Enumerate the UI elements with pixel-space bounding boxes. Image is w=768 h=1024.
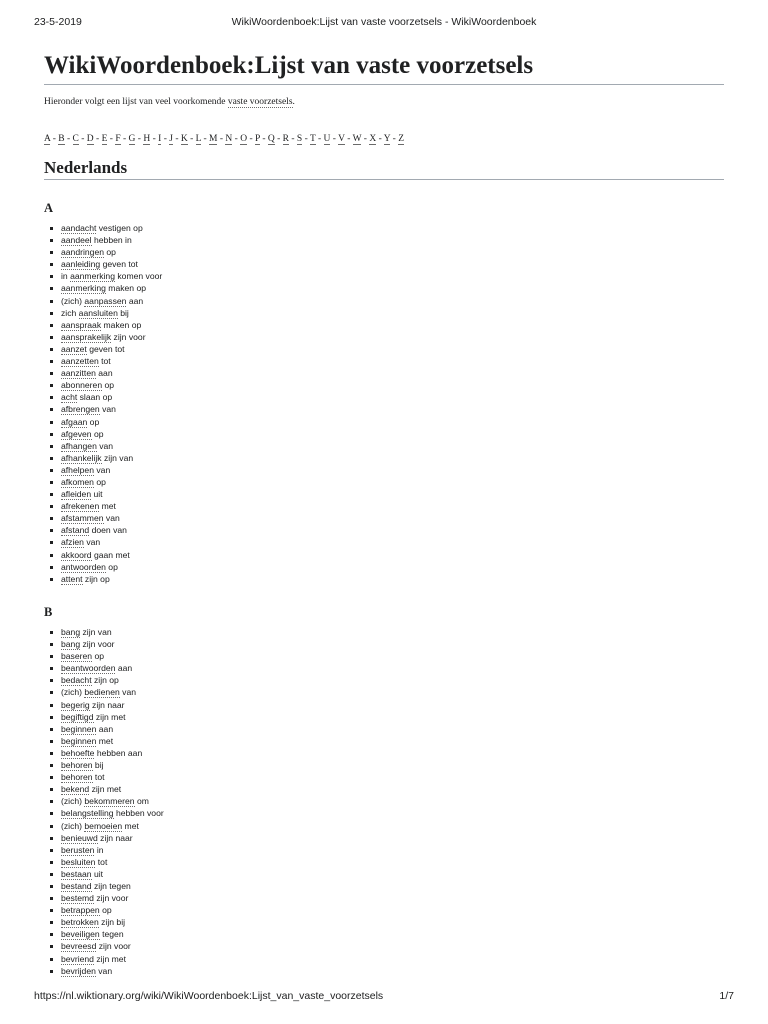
list-item: [50, 282, 162, 294]
list-item: [50, 234, 162, 246]
print-title: WikiWoordenboek:Lijst van vaste voorzetsels - WikiWoordenboek: [231, 16, 537, 28]
entry-suffix: op: [93, 476, 106, 487]
entry-suffix: om: [134, 796, 149, 807]
entry-suffix: zijn met: [89, 784, 122, 795]
alphabet-link-p[interactable]: P: [255, 134, 260, 144]
alphabet-separator: -: [361, 134, 370, 144]
list-item: [50, 771, 164, 783]
entry-suffix: van: [95, 965, 113, 976]
list-item: [50, 916, 164, 928]
alphabet-separator: -: [330, 134, 339, 144]
alphabet-index: [44, 133, 404, 145]
entry-link[interactable]: bevriend: [61, 953, 94, 964]
entry-link[interactable]: afzien: [61, 537, 84, 548]
list-item: [50, 452, 162, 464]
list-item: [50, 307, 162, 319]
entry-suffix: met: [122, 820, 139, 831]
entry-suffix: tot: [92, 772, 105, 783]
entry-link[interactable]: aandacht: [61, 223, 97, 233]
alphabet-separator: -: [78, 134, 87, 144]
entry-suffix: van: [93, 464, 111, 475]
alphabet-link-j[interactable]: J: [169, 134, 173, 144]
entry-suffix: zijn voor: [96, 941, 131, 952]
list-item: [50, 662, 164, 674]
alphabet-link-h[interactable]: H: [143, 134, 151, 144]
entry-link[interactable]: bestaan: [61, 868, 92, 879]
entry-suffix: zijn van: [80, 627, 112, 637]
entry-link[interactable]: antwoorden: [61, 561, 106, 572]
alphabet-link-f[interactable]: F: [115, 134, 121, 144]
list-item: [50, 295, 162, 307]
list-item: [50, 416, 162, 428]
entry-link[interactable]: baseren: [61, 651, 93, 662]
entry-suffix: aan: [95, 368, 113, 379]
entry-suffix: op: [104, 247, 116, 258]
entry-suffix: vestigen op: [96, 223, 143, 233]
list-item: [50, 699, 164, 711]
list-item: [50, 807, 164, 819]
list-item: [50, 650, 164, 662]
alphabet-link-x[interactable]: X: [369, 134, 377, 144]
alphabet-link-d[interactable]: D: [86, 134, 94, 144]
entry-suffix: tot: [95, 856, 108, 867]
list-item: [50, 759, 164, 771]
list-item: [50, 795, 164, 807]
entry-link[interactable]: betrokken: [61, 917, 99, 928]
entry-suffix: hebben aan: [94, 747, 143, 758]
alphabet-link-k[interactable]: K: [180, 134, 188, 144]
entry-suffix: op: [87, 416, 100, 427]
list-item: [50, 868, 164, 880]
entry-link[interactable]: berusten: [61, 844, 95, 855]
list-item: [50, 723, 164, 735]
entry-link[interactable]: bestand: [61, 880, 92, 891]
alphabet-separator: -: [120, 134, 129, 144]
entry-prefix: (zich): [61, 295, 85, 306]
alphabet-separator: -: [50, 134, 59, 144]
entry-link[interactable]: afgaan: [61, 416, 88, 427]
entry-suffix: maken op: [105, 283, 147, 294]
entry-link[interactable]: afbrengen: [61, 404, 100, 415]
list-item: [50, 319, 162, 331]
alphabet-separator: -: [64, 134, 73, 144]
entry-suffix: van: [103, 513, 120, 524]
alphabet-link-n[interactable]: N: [225, 134, 233, 144]
entry-link[interactable]: aanzetten: [61, 356, 99, 367]
entry-link[interactable]: aanpassen: [84, 295, 127, 306]
alphabet-link-m[interactable]: M: [209, 134, 218, 144]
entry-suffix: van: [99, 404, 116, 415]
entry-suffix: zijn op: [82, 573, 110, 584]
entry-link[interactable]: aanmerking: [61, 283, 106, 294]
alphabet-link-l[interactable]: L: [195, 134, 202, 144]
entry-link[interactable]: bang: [61, 639, 81, 650]
entry-link[interactable]: aanzitten: [61, 368, 96, 379]
alphabet-link-r[interactable]: R: [282, 134, 289, 144]
alphabet-link-g[interactable]: G: [128, 134, 136, 144]
entry-suffix: slaan op: [77, 392, 113, 403]
entry-link[interactable]: behoren: [61, 760, 93, 771]
list-item: [50, 735, 164, 747]
entry-suffix: tegen: [99, 929, 124, 940]
entry-link[interactable]: beantwoorden: [61, 663, 116, 674]
entry-link[interactable]: aansprakelijk: [61, 331, 112, 342]
entry-link[interactable]: betrappen: [61, 905, 100, 916]
section-heading-a: A: [44, 201, 54, 215]
list-item: [50, 561, 162, 573]
entry-link[interactable]: afhankelijk: [61, 452, 102, 463]
entry-prefix: in: [61, 271, 71, 282]
entry-suffix: zijn naar: [89, 699, 125, 710]
list-item: [50, 391, 162, 403]
entry-suffix: met: [96, 735, 114, 746]
alphabet-link-c[interactable]: C: [72, 134, 79, 144]
entry-suffix: geven tot: [86, 343, 125, 354]
list-item: [50, 331, 162, 343]
entry-suffix: zijn tegen: [91, 880, 131, 891]
list-item: [50, 711, 164, 723]
alphabet-separator: -: [150, 134, 159, 144]
alphabet-separator: -: [107, 134, 116, 144]
alphabet-separator: -: [135, 134, 144, 144]
entry-suffix: zijn van: [101, 452, 134, 463]
list-item: [50, 355, 162, 367]
list-item: [50, 783, 164, 795]
list-item: [50, 892, 164, 904]
entry-suffix: op: [102, 380, 115, 391]
entry-suffix: in: [94, 844, 104, 855]
entry-link[interactable]: aandringen: [61, 247, 105, 258]
entry-suffix: komen voor: [114, 271, 163, 282]
list-item: [50, 904, 164, 916]
alphabet-link-a[interactable]: A: [44, 134, 51, 144]
entry-suffix: bij: [92, 760, 104, 771]
entry-link[interactable]: bekommeren: [84, 796, 135, 807]
section-heading-b: B: [44, 605, 53, 619]
alphabet-link-y[interactable]: Y: [383, 134, 391, 144]
page-number: 1/7: [719, 990, 734, 1002]
word-list-b: [50, 626, 164, 977]
alphabet-link-o[interactable]: O: [240, 134, 248, 144]
entry-link[interactable]: behoren: [61, 772, 93, 783]
alphabet-link-w[interactable]: W: [352, 134, 362, 144]
list-item: [50, 844, 164, 856]
list-item: [50, 500, 162, 512]
alphabet-separator: -: [274, 134, 283, 144]
entry-link[interactable]: aandeel: [61, 235, 92, 246]
list-item: [50, 536, 162, 548]
entry-suffix: hebben voor: [113, 808, 164, 819]
entry-link[interactable]: bevreesd: [61, 941, 97, 952]
list-item: [50, 222, 162, 234]
entry-link[interactable]: acht: [61, 392, 78, 403]
alphabet-separator: -: [344, 134, 353, 144]
alphabet-link-q[interactable]: Q: [267, 134, 275, 144]
entry-link[interactable]: afrekenen: [61, 501, 100, 512]
list-item: [50, 856, 164, 868]
print-date: 23-5-2019: [34, 16, 82, 28]
entry-link[interactable]: aanzet: [61, 343, 87, 354]
entry-suffix: doen van: [89, 525, 127, 536]
entry-prefix: (zich): [61, 820, 85, 831]
entry-link[interactable]: behoefte: [61, 747, 95, 758]
entry-link[interactable]: afhelpen: [61, 464, 94, 475]
entry-suffix: van: [96, 440, 114, 451]
entry-link[interactable]: begerig: [61, 699, 90, 710]
vaste-voorzetsels-link[interactable]: vaste voorzetsels: [227, 97, 293, 107]
list-item: [50, 464, 162, 476]
list-item: [50, 246, 162, 258]
alphabet-link-i[interactable]: I: [158, 134, 162, 144]
entry-suffix: geven tot: [100, 259, 138, 270]
alphabet-separator: -: [247, 134, 255, 144]
entry-link[interactable]: bedacht: [61, 675, 92, 686]
intro-after: .: [292, 97, 295, 107]
list-item: [50, 626, 164, 638]
print-header: [34, 16, 734, 30]
entry-link[interactable]: bedienen: [84, 687, 120, 698]
entry-suffix: zijn met: [93, 711, 126, 722]
entry-suffix: zijn op: [91, 675, 119, 686]
entry-link[interactable]: afgeven: [61, 428, 92, 439]
entry-suffix: op: [105, 561, 118, 572]
entry-suffix: zijn naar: [97, 832, 133, 843]
alphabet-separator: -: [172, 134, 181, 144]
entry-link[interactable]: bevrijden: [61, 965, 96, 976]
list-item: [50, 428, 162, 440]
list-item: [50, 343, 162, 355]
entry-link[interactable]: belangstelling: [61, 808, 114, 819]
entry-prefix: (zich): [61, 687, 85, 698]
list-item: [50, 403, 162, 415]
entry-link[interactable]: afhangen: [61, 440, 97, 451]
list-item: [50, 549, 162, 561]
entry-suffix: zijn bij: [98, 917, 126, 928]
alphabet-separator: -: [390, 134, 399, 144]
entry-suffix: van: [83, 537, 101, 548]
page-title: WikiWoordenboek:Lijst van vaste voorzetsels: [44, 50, 724, 85]
entry-link[interactable]: afleiden: [61, 489, 92, 500]
alphabet-separator: -: [161, 134, 170, 144]
entry-suffix: van: [119, 687, 137, 698]
entry-suffix: uit: [91, 489, 103, 500]
entry-link[interactable]: afstand: [61, 525, 90, 536]
list-item: [50, 258, 162, 270]
alphabet-separator: -: [217, 134, 226, 144]
entry-suffix: bij: [117, 307, 129, 318]
list-item: [50, 880, 164, 892]
alphabet-link-b[interactable]: B: [58, 134, 65, 144]
entry-prefix: zich: [61, 307, 79, 318]
entry-link[interactable]: aanleiding: [61, 259, 101, 270]
alphabet-link-z[interactable]: Z: [398, 134, 405, 144]
alphabet-separator: -: [259, 134, 268, 144]
list-item: [50, 638, 164, 650]
list-item: [50, 953, 164, 965]
entry-suffix: gaan met: [91, 549, 130, 560]
list-item: [50, 573, 162, 585]
word-list-a: [50, 222, 162, 585]
alphabet-link-t[interactable]: T: [309, 134, 316, 144]
alphabet-separator: -: [201, 134, 210, 144]
alphabet-separator: -: [187, 134, 196, 144]
list-item: [50, 367, 162, 379]
entry-link[interactable]: afstammen: [61, 513, 104, 524]
list-item: [50, 270, 162, 282]
alphabet-separator: -: [376, 134, 384, 144]
entry-link[interactable]: beginnen: [61, 735, 97, 746]
entry-link[interactable]: bekend: [61, 784, 90, 795]
entry-link[interactable]: abonneren: [61, 380, 103, 391]
entry-suffix: aan: [96, 723, 114, 734]
entry-suffix: hebben in: [91, 235, 132, 246]
alphabet-link-s[interactable]: S: [296, 134, 303, 144]
list-item: [50, 940, 164, 952]
list-item: [50, 747, 164, 759]
alphabet-separator: -: [289, 134, 297, 144]
entry-link[interactable]: akkoord: [61, 549, 92, 560]
entry-link[interactable]: aanspraak: [61, 319, 102, 330]
entry-suffix: zijn met: [93, 953, 126, 964]
list-item: [50, 440, 162, 452]
list-item: [50, 379, 162, 391]
alphabet-separator: -: [315, 134, 324, 144]
entry-suffix: aan: [126, 295, 144, 306]
entry-suffix: zijn voor: [111, 331, 146, 342]
alphabet-link-v[interactable]: V: [338, 134, 345, 144]
entry-link[interactable]: beginnen: [61, 723, 97, 734]
alphabet-link-e[interactable]: E: [101, 134, 108, 144]
entry-suffix: aan: [115, 663, 133, 674]
list-item: [50, 512, 162, 524]
entry-link[interactable]: benieuwd: [61, 832, 98, 843]
alphabet-link-u[interactable]: U: [323, 134, 331, 144]
list-item: [50, 832, 164, 844]
entry-suffix: uit: [91, 868, 104, 879]
alphabet-separator: -: [232, 134, 241, 144]
entry-suffix: op: [92, 651, 105, 662]
entry-link[interactable]: aanmerking: [70, 271, 115, 282]
entry-link[interactable]: besluiten: [61, 856, 96, 867]
list-item: [50, 524, 162, 536]
entry-link[interactable]: beveiligen: [61, 929, 100, 940]
entry-link[interactable]: aansluiten: [78, 307, 118, 318]
entry-suffix: tot: [98, 356, 111, 367]
entry-link[interactable]: bemoeien: [84, 820, 123, 831]
list-item: [50, 928, 164, 940]
print-url: https://nl.wiktionary.org/wiki/WikiWoordenboek:Lijst_van_vaste_voorzetsels: [34, 990, 384, 1002]
entry-suffix: op: [91, 428, 104, 439]
entry-link[interactable]: begiftigd: [61, 711, 94, 722]
list-item: [50, 965, 164, 977]
entry-suffix: met: [99, 501, 116, 512]
entry-suffix: zijn voor: [93, 893, 129, 904]
list-item: [50, 820, 164, 832]
entry-link[interactable]: bang: [61, 627, 81, 637]
entry-link[interactable]: attent: [61, 573, 83, 584]
list-item: [50, 488, 162, 500]
intro-before: Hieronder volgt een lijst van veel voorkomende: [44, 97, 228, 107]
entry-link[interactable]: afkomen: [61, 476, 94, 487]
list-item: [50, 476, 162, 488]
entry-prefix: (zich): [61, 796, 85, 807]
alphabet-separator: -: [302, 134, 310, 144]
entry-suffix: maken op: [101, 319, 142, 330]
print-footer: [34, 990, 734, 1004]
entry-suffix: op: [99, 905, 112, 916]
entry-suffix: zijn voor: [80, 639, 115, 650]
alphabet-separator: -: [93, 134, 102, 144]
entry-link[interactable]: bestemd: [61, 893, 94, 904]
intro-text: [44, 96, 295, 108]
list-item: [50, 674, 164, 686]
list-item: [50, 686, 164, 698]
language-heading: Nederlands: [44, 157, 724, 180]
